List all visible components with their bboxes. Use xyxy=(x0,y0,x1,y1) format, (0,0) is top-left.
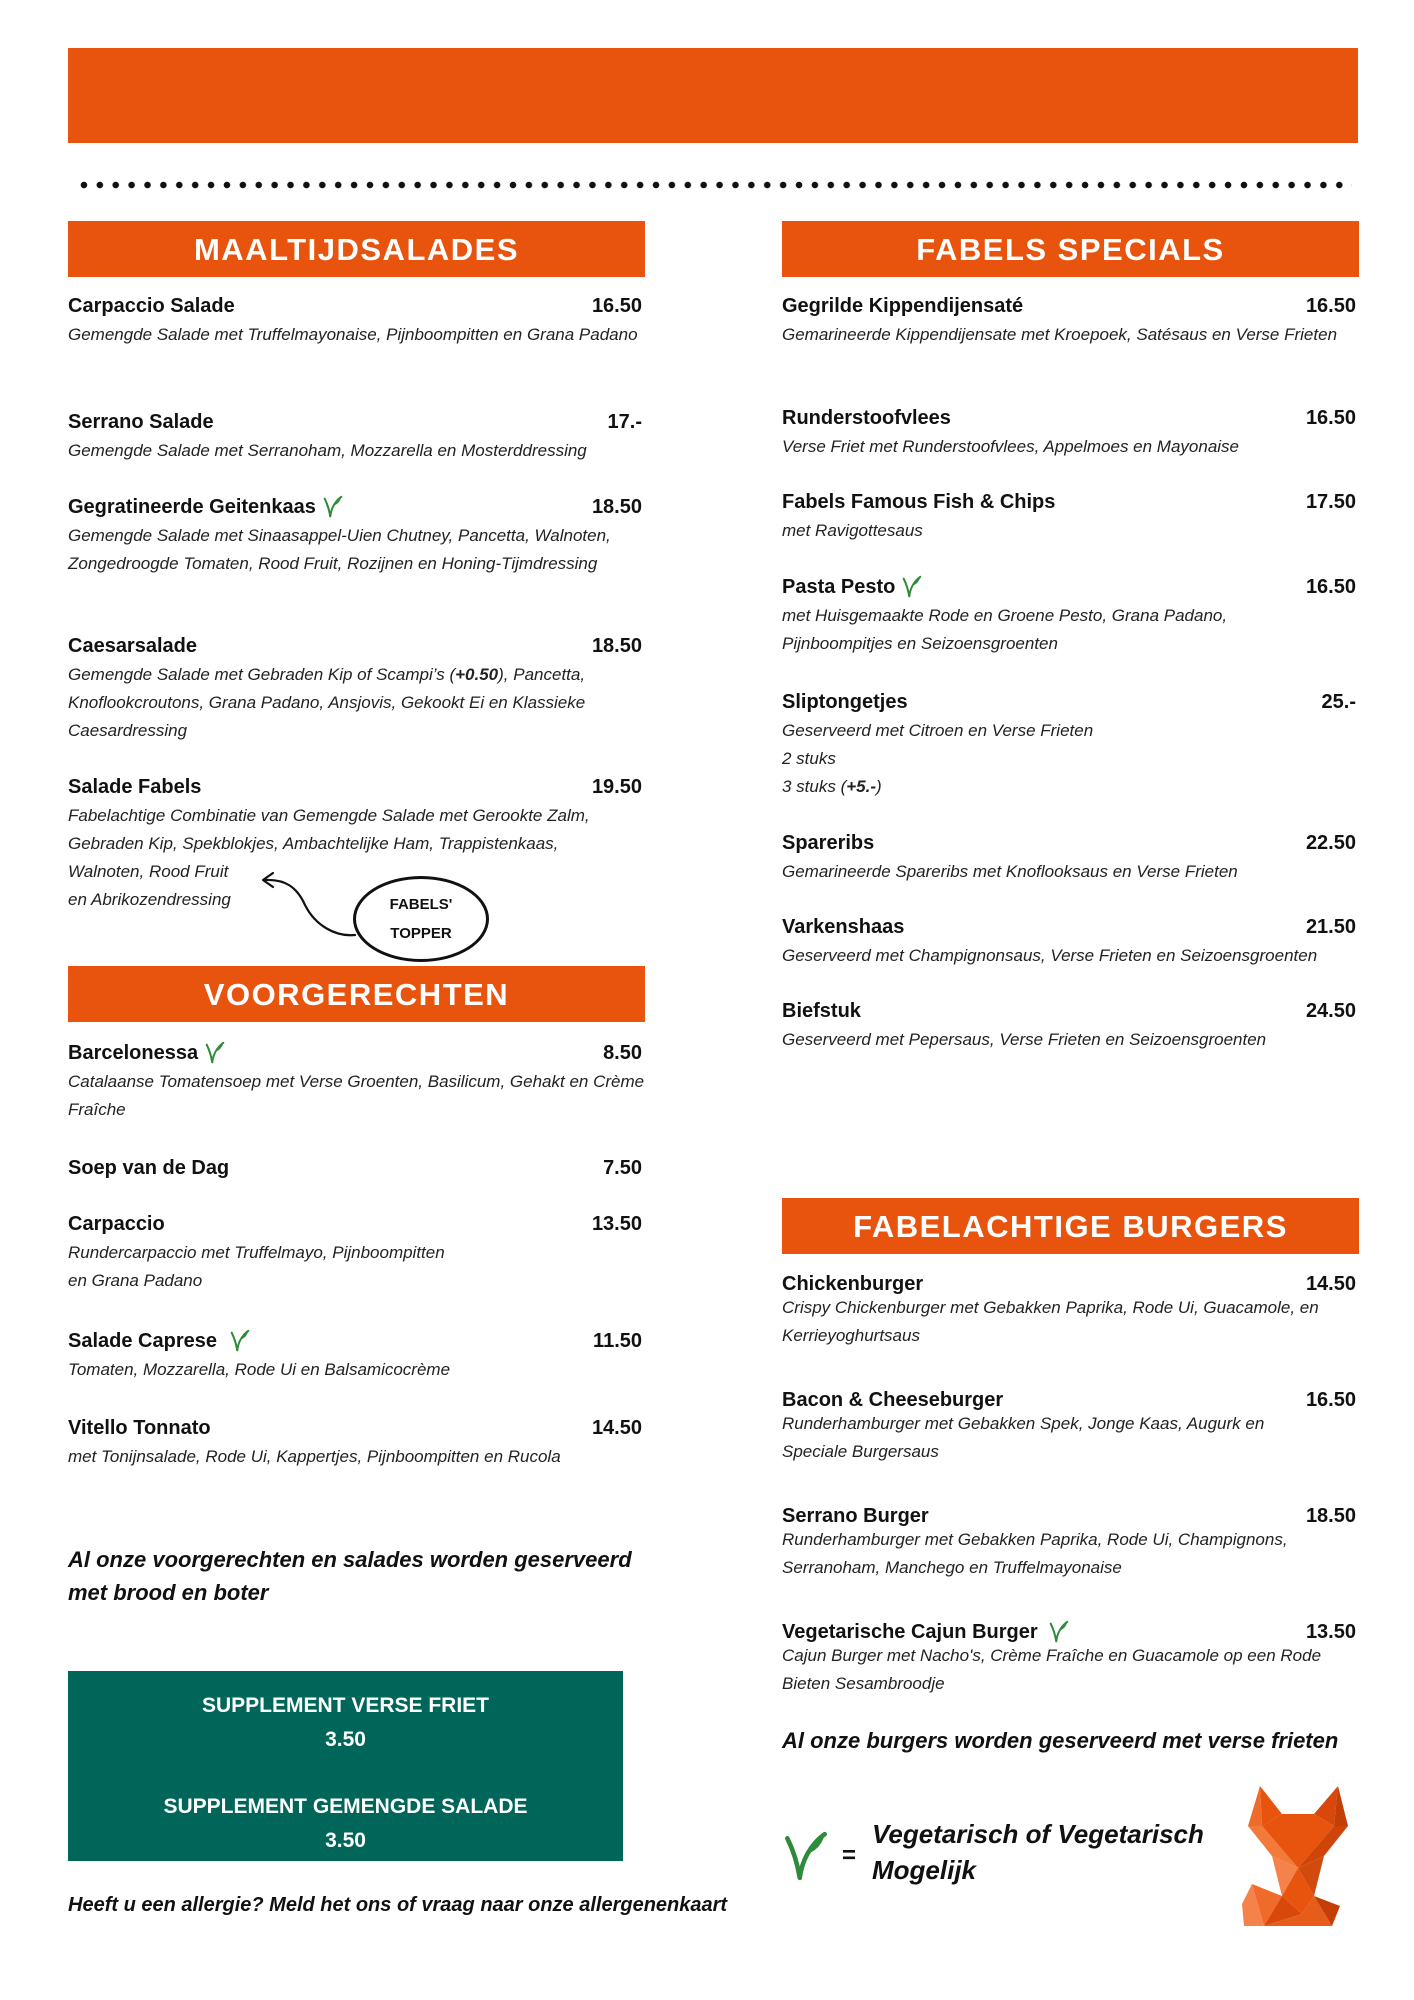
section-title-specials: FABELS SPECIALS xyxy=(782,221,1359,277)
item-name: Runderstoofvlees xyxy=(782,407,951,429)
menu-item xyxy=(782,407,1359,461)
arrow-icon xyxy=(255,865,365,945)
vegetarian-icon xyxy=(229,1329,251,1353)
menu-item xyxy=(782,295,1359,349)
item-price: 16.50 xyxy=(1305,1389,1356,1411)
item-description: Gemengde Salade met Truffelmayonaise, Pijnboompitten en Grana Padano xyxy=(68,325,638,344)
item-description: Verse Friet met Runderstoofvlees, Appelmoes en Mayonaise xyxy=(782,437,1240,456)
menu-item xyxy=(68,411,645,465)
item-price: 19.50 xyxy=(591,776,642,798)
menu-item xyxy=(782,491,1359,545)
section-title-starters: VOORGERECHTEN xyxy=(68,966,645,1022)
item-name: Gegratineerde Geitenkaas xyxy=(68,495,316,518)
menu-item xyxy=(68,1329,645,1384)
item-price: 25.- xyxy=(1321,691,1356,713)
item-price: 18.50 xyxy=(1305,1505,1356,1527)
section-title-salads: MAALTIJDSALADES xyxy=(68,221,645,277)
item-description: Gemarineerde Kippendijensate met Kroepoek, Satésaus en Verse Frieten xyxy=(782,325,1338,344)
salads-list xyxy=(68,295,645,935)
vegetarian-icon xyxy=(322,495,344,519)
burgers-section xyxy=(782,1198,1359,1254)
item-description: Gemengde Salade met Serranoham, Mozzarella en Mosterddressing xyxy=(68,441,587,460)
item-name: Varkenshaas xyxy=(782,916,905,938)
item-name-wrap xyxy=(782,1620,1070,1644)
vegetarian-icon xyxy=(1048,1620,1070,1644)
menu-item xyxy=(782,1620,1359,1698)
menu-item xyxy=(68,495,645,578)
menu-item xyxy=(782,691,1359,801)
item-description: Rundercarpaccio met Truffelmayo, Pijnboompitten en Grana Padano xyxy=(68,1243,445,1290)
starters-list xyxy=(68,1041,645,1481)
item-name-wrap xyxy=(68,1329,251,1353)
item-name: Carpaccio xyxy=(68,1213,165,1235)
item-price: 17.50 xyxy=(1305,491,1356,513)
bread-note: Al onze voorgerechten en salades worden geserveerd met brood en boter xyxy=(68,1547,632,1605)
item-name: Barcelonessa xyxy=(68,1041,199,1064)
item-description: Tomaten, Mozzarella, Rode Ui en Balsamicocrème xyxy=(68,1360,451,1379)
menu-item xyxy=(68,635,645,745)
legend-equals: = xyxy=(842,1842,857,1869)
supplement-price: 3.50 xyxy=(325,1728,366,1751)
item-price: 13.50 xyxy=(1305,1620,1356,1643)
item-price: 17.- xyxy=(607,411,642,433)
menu-item xyxy=(782,1273,1359,1350)
salads-section xyxy=(68,221,645,277)
item-description: Gemarineerde Spareribs met Knoflooksaus en Verse Frieten xyxy=(782,862,1238,881)
item-price: 14.50 xyxy=(591,1417,642,1439)
item-description: Crispy Chickenburger met Gebakken Paprika, Rode Ui, Guacamole, en Kerrieyoghurtsaus xyxy=(782,1298,1319,1345)
item-description: met Tonijnsalade, Rode Ui, Kappertjes, Pijnboompitten en Rucola xyxy=(68,1447,561,1466)
item-name: Spareribs xyxy=(782,832,875,854)
item-price: 18.50 xyxy=(591,495,642,518)
item-description: Cajun Burger met Nacho's, Crème Fraîche en Guacamole op een Rode Bieten Sesambroodje xyxy=(782,1646,1322,1693)
item-name: Serrano Burger xyxy=(782,1505,929,1527)
supplement-label: SUPPLEMENT GEMENGDE SALADE xyxy=(163,1795,528,1818)
section-title-burgers: FABELACHTIGE BURGERS xyxy=(782,1198,1359,1254)
item-price: 22.50 xyxy=(1305,832,1356,854)
item-name-wrap xyxy=(68,1041,226,1065)
item-description: Gemengde Salade met Sinaasappel-Uien Chutney, Pancetta, Walnoten, Zongedroogde Tomaten, Rood Fruit, Rozijnen en Honing-Tijmdressing xyxy=(68,526,611,573)
vegetarian-icon xyxy=(782,1830,830,1884)
item-name: Vitello Tonnato xyxy=(68,1417,211,1439)
menu-item xyxy=(68,1417,645,1471)
menu-item xyxy=(782,1389,1359,1466)
item-price: 21.50 xyxy=(1305,916,1356,938)
item-price: 16.50 xyxy=(591,295,642,317)
item-description: met Huisgemaakte Rode en Groene Pesto, Grana Padano, Pijnboompitjes en Seizoensgroenten xyxy=(782,606,1228,653)
item-price: 13.50 xyxy=(591,1213,642,1235)
item-name-wrap xyxy=(68,495,344,519)
item-price: 24.50 xyxy=(1305,1000,1356,1022)
item-name: Vegetarische Cajun Burger xyxy=(782,1620,1038,1643)
vegetarian-icon xyxy=(204,1041,226,1065)
legend-text: Vegetarisch of Vegetarisch Mogelijk xyxy=(872,1819,1204,1885)
menu-item xyxy=(68,1041,645,1124)
item-name: Caesarsalade xyxy=(68,635,197,657)
vegetarian-icon xyxy=(901,575,923,599)
allergy-note: Heeft u een allergie? Meld het ons of vraag naar onze allergenenkaart xyxy=(68,1894,728,1916)
menu-item xyxy=(68,1157,645,1180)
item-name: Biefstuk xyxy=(782,1000,861,1022)
item-price: 16.50 xyxy=(1305,295,1356,317)
item-description: Geserveerd met Champignonsaus, Verse Frieten en Seizoensgroenten xyxy=(782,946,1318,965)
menu-item xyxy=(68,1213,645,1295)
item-name: Sliptongetjes xyxy=(782,691,908,713)
supplement-label: SUPPLEMENT VERSE FRIET xyxy=(201,1694,490,1717)
item-name: Soep van de Dag xyxy=(68,1157,230,1179)
fries-note: Al onze burgers worden geserveerd met verse frieten xyxy=(782,1728,1339,1753)
specials-list xyxy=(782,295,1359,1075)
item-price: 14.50 xyxy=(1305,1273,1356,1295)
item-name: Salade Caprese xyxy=(68,1329,217,1352)
supplement-box xyxy=(68,1671,623,1861)
item-price: 7.50 xyxy=(603,1157,642,1179)
specials-section xyxy=(782,221,1359,277)
header-banner xyxy=(68,48,1358,143)
item-price: 18.50 xyxy=(591,635,642,657)
menu-item xyxy=(782,1505,1359,1582)
menu-item xyxy=(782,916,1359,970)
item-name: Pasta Pesto xyxy=(782,575,896,598)
item-name: Bacon & Cheeseburger xyxy=(782,1389,1004,1411)
fox-logo-icon xyxy=(1242,1786,1352,1936)
item-description: met Ravigottesaus xyxy=(782,521,923,540)
item-price: 16.50 xyxy=(1305,575,1356,598)
menu-item xyxy=(68,295,645,349)
item-description: Runderhamburger met Gebakken Spek, Jonge Kaas, Augurk en Speciale Burgersaus xyxy=(782,1414,1265,1461)
item-description: Catalaanse Tomatensoep met Verse Groenten, Basilicum, Gehakt en Crème Fraîche xyxy=(68,1072,645,1119)
item-price: 11.50 xyxy=(593,1329,642,1352)
item-description: Geserveerd met Pepersaus, Verse Frieten en Seizoensgroenten xyxy=(782,1030,1267,1049)
supplement-price: 3.50 xyxy=(325,1829,366,1852)
item-description: Geserveerd met Citroen en Verse Frieten 2 stuks 3 stuks (+5.-) xyxy=(782,721,1094,796)
item-description: Runderhamburger met Gebakken Paprika, Rode Ui, Champignons, Serranoham, Manchego en Truffelmayonaise xyxy=(782,1530,1288,1577)
item-name: Fabels Famous Fish & Chips xyxy=(782,491,1056,513)
item-name: Gegrilde Kippendijensaté xyxy=(782,295,1024,317)
dotted-divider xyxy=(76,181,1352,189)
item-description: Gemengde Salade met Gebraden Kip of Scampi’s (+0.50), Pancetta, Knoflookcroutons, Grana Padano, Ansjovis, Gekookt Ei en Klassieke Caesardressing xyxy=(68,665,586,740)
item-name: Chickenburger xyxy=(782,1273,924,1295)
menu-item xyxy=(782,1000,1359,1054)
item-name: Serrano Salade xyxy=(68,411,214,433)
item-name-wrap xyxy=(782,575,923,599)
starters-section xyxy=(68,966,645,1022)
item-price: 16.50 xyxy=(1305,407,1356,429)
item-price: 8.50 xyxy=(603,1041,642,1064)
item-name: Carpaccio Salade xyxy=(68,295,235,317)
item-description: Fabelachtige Combinatie van Gemengde Salade met Gerookte Zalm, Gebraden Kip, Spekblokjes, Ambachtelijke Ham, Trappistenkaas, Walnoten, Rood Fruit en Abrikozendressing xyxy=(68,806,590,909)
burgers-list xyxy=(782,1273,1359,1713)
fabels-topper-badge: FABELS' TOPPER xyxy=(353,876,489,962)
menu-item xyxy=(782,575,1359,658)
item-name: Salade Fabels xyxy=(68,776,202,798)
menu-item xyxy=(782,832,1359,886)
